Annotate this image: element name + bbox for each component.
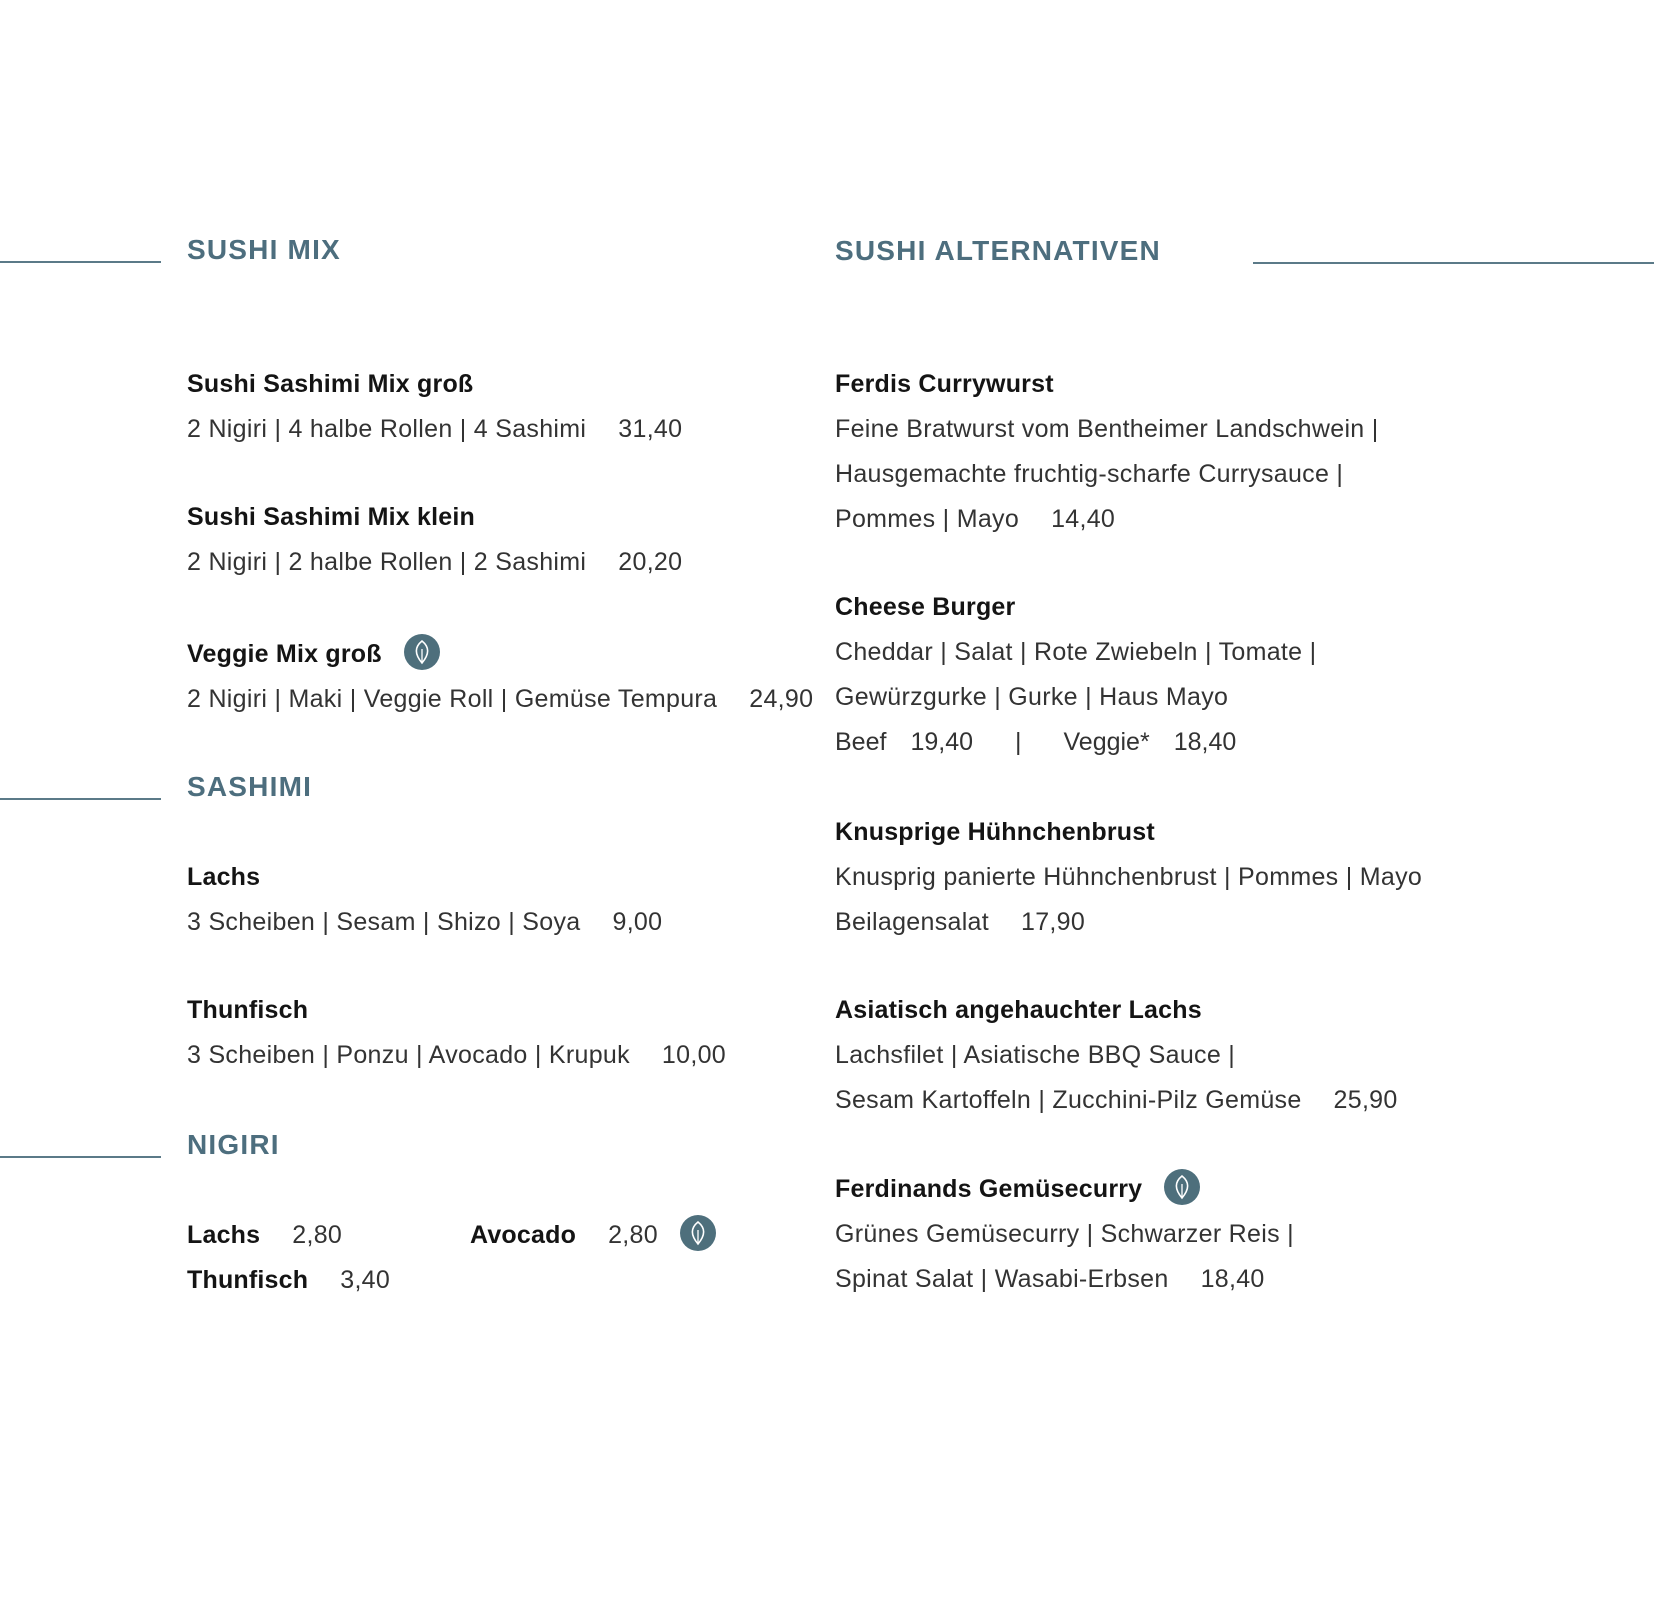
- veggie-leaf-icon: [1164, 1169, 1200, 1205]
- nigiri-cell: [470, 1221, 716, 1249]
- menu-item: [835, 988, 1398, 1123]
- item-description: Gewürzgurke | Gurke | Haus Mayo: [835, 683, 1229, 711]
- item-name: Avocado: [470, 1221, 577, 1249]
- item-name: Cheese Burger: [835, 593, 1016, 621]
- item-description: Knusprig panierte Hühnchenbrust | Pommes | Mayo: [835, 863, 1423, 891]
- nigiri-cell: [187, 1213, 470, 1258]
- menu-item: [835, 585, 1316, 765]
- menu-item: [187, 1213, 716, 1303]
- item-description: Spinat Salat | Wasabi-Erbsen: [835, 1265, 1169, 1293]
- variant-label: Veggie*: [1063, 728, 1150, 756]
- item-name: Lachs: [187, 863, 261, 891]
- menu-item: [187, 362, 682, 452]
- item-description: 2 Nigiri | 2 halbe Rollen | 2 Sashimi: [187, 548, 587, 576]
- item-price: 10,00: [661, 1041, 726, 1069]
- item-name: Sushi Sashimi Mix groß: [187, 370, 474, 398]
- variant-separator: |: [1015, 728, 1022, 756]
- section-title-sushi-mix: SUSHI MIX: [187, 234, 341, 265]
- item-name: Lachs: [187, 1221, 261, 1249]
- variant-price: 18,40: [1173, 728, 1237, 756]
- item-description: 2 Nigiri | 4 halbe Rollen | 4 Sashimi: [187, 415, 587, 443]
- left-column: [187, 0, 847, 1614]
- item-price: 9,00: [612, 908, 663, 936]
- veggie-leaf-icon: [404, 634, 440, 670]
- item-description: Sesam Kartoffeln | Zucchini-Pilz Gemüse: [835, 1086, 1302, 1114]
- menu-item: [187, 632, 813, 722]
- variant-label: Beef: [835, 728, 887, 756]
- menu-item: [835, 810, 1422, 945]
- item-price: 18,40: [1200, 1265, 1265, 1293]
- item-name: Ferdinands Gemüsecurry: [835, 1175, 1143, 1203]
- item-name: Thunfisch: [187, 996, 309, 1024]
- item-description: Grünes Gemüsecurry | Schwarzer Reis |: [835, 1220, 1294, 1248]
- variant-price: 19,40: [910, 728, 973, 756]
- divider-line: [0, 1156, 161, 1158]
- menu-item: [187, 988, 726, 1078]
- item-description: 2 Nigiri | Maki | Veggie Roll | Gemüse Tempura: [187, 685, 718, 713]
- item-description: Feine Bratwurst vom Bentheimer Landschwein |: [835, 415, 1379, 443]
- item-name: Veggie Mix groß: [187, 640, 382, 668]
- menu-item: [187, 855, 662, 945]
- menu-item: [187, 495, 682, 585]
- item-description: Pommes | Mayo: [835, 505, 1020, 533]
- veggie-leaf-icon: [680, 1215, 716, 1251]
- item-name: Ferdis Currywurst: [835, 370, 1054, 398]
- divider-line: [0, 261, 161, 263]
- item-price: 24,90: [749, 685, 814, 713]
- item-price: 31,40: [618, 415, 683, 443]
- section-title-sashimi: SASHIMI: [187, 771, 313, 802]
- section-title-sushi-alternativen: SUSHI ALTERNATIVEN: [835, 235, 1161, 266]
- item-name: Sushi Sashimi Mix klein: [187, 503, 476, 531]
- item-price: 2,80: [292, 1221, 343, 1249]
- item-description: Beilagensalat: [835, 908, 990, 936]
- price-variants: [835, 720, 1316, 765]
- item-description: 3 Scheiben | Sesam | Shizo | Soya: [187, 908, 581, 936]
- section-title-nigiri: NIGIRI: [187, 1129, 280, 1160]
- item-price: 25,90: [1333, 1086, 1398, 1114]
- menu-item: [835, 1167, 1294, 1302]
- item-price: 2,80: [608, 1221, 658, 1249]
- item-description: Hausgemachte fruchtig-scharfe Currysauce |: [835, 460, 1344, 488]
- menu-item: [835, 362, 1379, 542]
- item-name: Asiatisch angehauchter Lachs: [835, 996, 1202, 1024]
- item-name: Thunfisch: [187, 1266, 309, 1294]
- item-price: 14,40: [1051, 505, 1116, 533]
- item-description: 3 Scheiben | Ponzu | Avocado | Krupuk: [187, 1041, 630, 1069]
- right-column: [835, 0, 1535, 1614]
- divider-line: [0, 798, 161, 800]
- item-price: 20,20: [618, 548, 683, 576]
- item-price: 17,90: [1021, 908, 1086, 936]
- item-name: Knusprige Hühnchenbrust: [835, 818, 1155, 846]
- item-price: 3,40: [340, 1266, 391, 1294]
- item-description: Lachsfilet | Asiatische BBQ Sauce |: [835, 1041, 1236, 1069]
- item-description: Cheddar | Salat | Rote Zwiebeln | Tomate |: [835, 638, 1317, 666]
